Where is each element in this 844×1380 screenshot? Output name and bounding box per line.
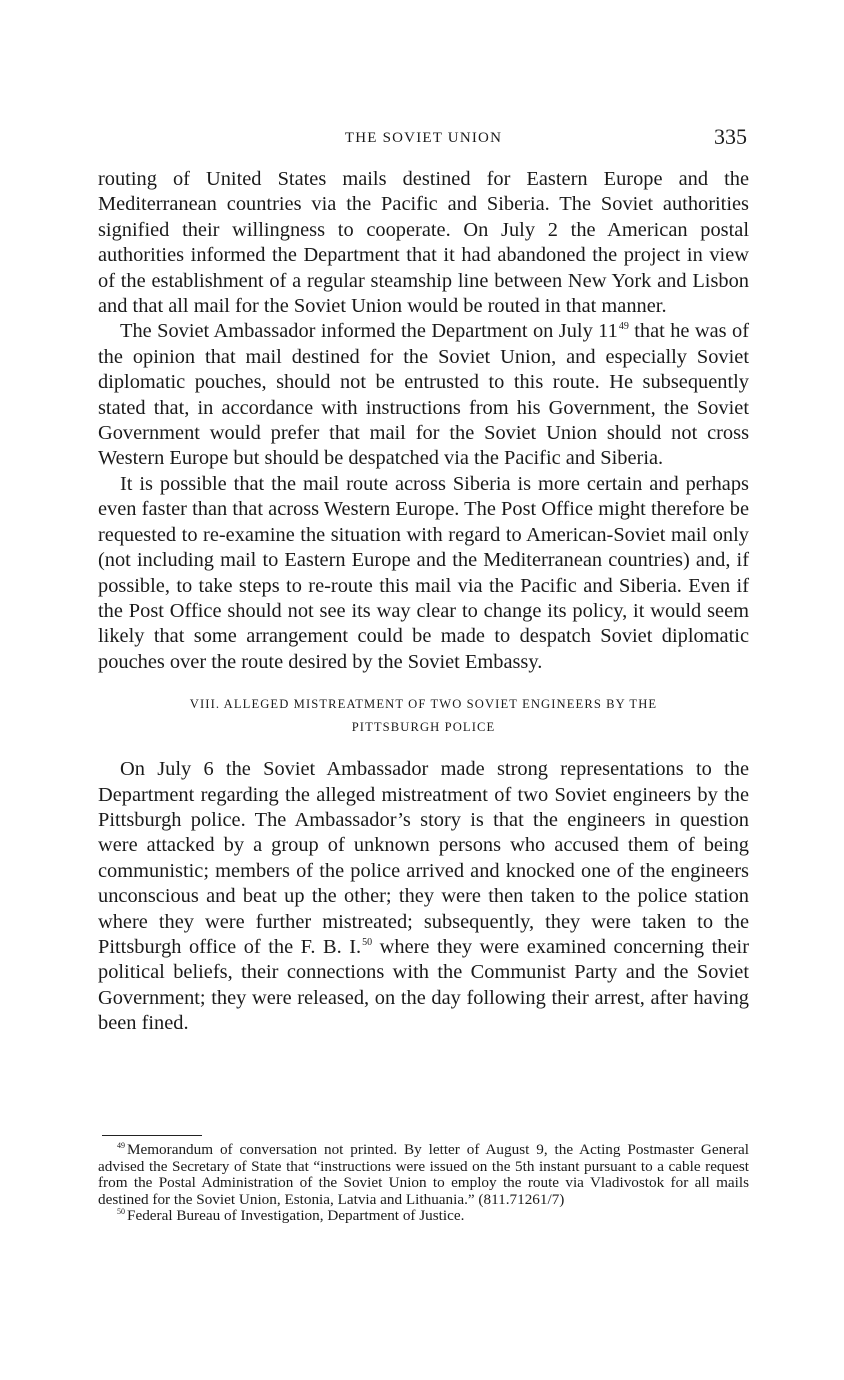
running-header bbox=[98, 124, 749, 152]
body-text bbox=[98, 167, 749, 1037]
paragraph-text: The Soviet Ambassador informed the Department on July 11 bbox=[120, 320, 618, 343]
paragraph-text: On July 6 the Soviet Ambassador made strong representations to the Department regarding the alleged mistreatment of two Soviet engineers by the Pittsburgh police. The Ambassador’s story is that the engineers in question were attacked by a group of unknown persons who accused them of being communistic; members of the police arrived and knocked one of the engineers unconscious and beat up the other; they were then taken to the police station where they were further mistreated; subsequently, they were taken to the Pittsburgh office of the F. B. I. bbox=[98, 758, 749, 958]
footnote-ref-50: 50 bbox=[362, 936, 373, 948]
footnote-ref-49: 49 bbox=[618, 321, 629, 333]
paragraph-pittsburgh-incident bbox=[98, 757, 749, 1036]
footnote-divider bbox=[102, 1135, 202, 1136]
paragraph-ambassador-july-11 bbox=[98, 319, 749, 471]
section-heading-line: PITTSBURGH POLICE bbox=[351, 720, 496, 735]
footnote-text: Memorandum of conversation not printed. By letter of August 9, the Acting Postmaster General advised the Secretary of State that “instructions were issued on the 5th instant pursuant to a cable request from the Postal Administration of the Soviet Union to employ the route via Vladivostok for all mails destined for the Soviet Union, Estonia, Latvia and Lithuania.” (811.71261/7) bbox=[98, 1141, 749, 1208]
footnote-49 bbox=[98, 1142, 749, 1208]
section-heading-line: VIII. ALLEGED MISTREATMENT OF TWO SOVIET ENGINEERS BY THE bbox=[189, 697, 658, 712]
page-number: 335 bbox=[714, 124, 747, 149]
footnote-text: Federal Bureau of Investigation, Department of Justice. bbox=[127, 1207, 465, 1225]
section-heading bbox=[98, 693, 749, 739]
footnote-mark: 50 bbox=[117, 1207, 125, 1217]
footnotes bbox=[98, 1142, 749, 1225]
footnote-50 bbox=[98, 1208, 749, 1225]
paragraph-text: that he was of the opinion that mail destined for the Soviet Union, and especially Soviet diplomatic pouches, should not be entrusted to this route. He subsequently stated that, in accordance with instructions from his Government, the Soviet Government would prefer that mail for the Soviet Union should not cross Western Europe but should be despatched via the Pacific and Siberia. bbox=[98, 320, 749, 470]
paragraph-siberia-route: It is possible that the mail route across Siberia is more certain and perhaps even faster than that across Western Europe. The Post Office might therefore be requested to re-examine the situation with regard to American-Soviet mail only (not including mail to Eastern Europe and the Mediterranean countries) and, if possible, to take steps to re-route this mail via the Pacific and Siberia. Even if the Post Office should not see its way clear to change its policy, it would seem likely that some arrangement could be made to despatch Soviet diplomatic pouches over the route desired by the Soviet Embassy. bbox=[98, 472, 749, 673]
paragraph-text: where they were examined concerning their political beliefs, their connections with the Communist Party and the Soviet Government; they were released, on the day following their arrest, after having been fined. bbox=[98, 935, 749, 1035]
footnote-mark: 49 bbox=[117, 1141, 125, 1150]
running-title: THE SOVIET UNION bbox=[344, 130, 503, 146]
paragraph-continued: routing of United States mails destined for Eastern Europe and the Mediterranean countries via the Pacific and Siberia. The Soviet authorities signified their willingness to cooperate. On July 2 the American postal authorities informed the Department that it had abandoned the project in view of the establishment of a regular steamship line between New York and Lisbon and that all mail for the Soviet Union would be routed in that manner. bbox=[98, 168, 749, 318]
